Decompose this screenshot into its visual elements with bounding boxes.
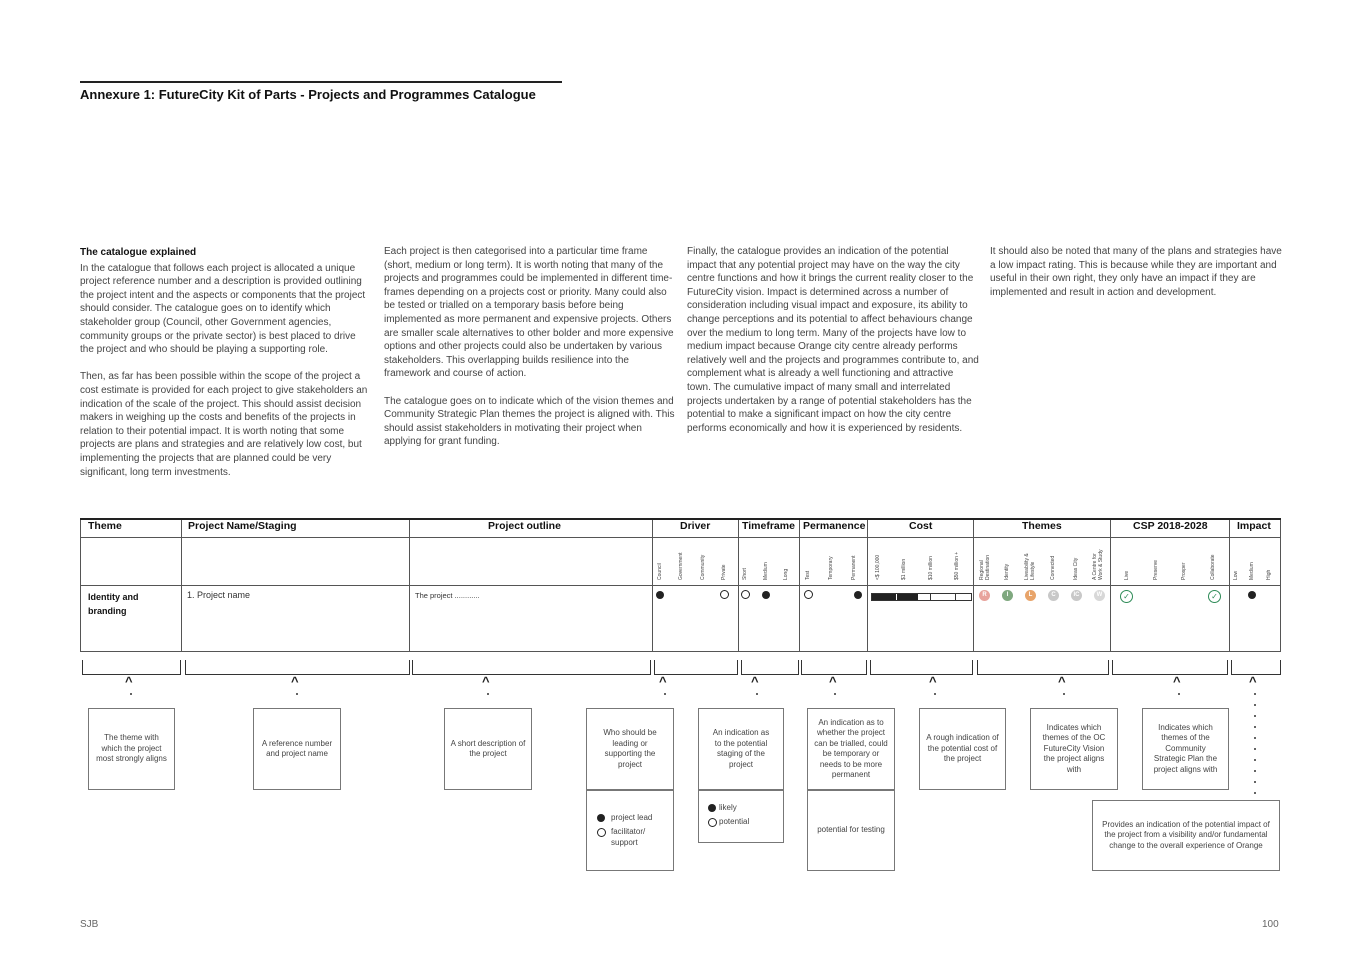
- table-col-line: [973, 520, 974, 652]
- legend-label: potential for testing: [817, 825, 885, 835]
- annotation-text: The theme with which the project most strongly aligns: [96, 733, 167, 764]
- sub-driver: Community: [700, 554, 706, 580]
- connector-dot: [1063, 693, 1065, 695]
- sub-cost: $50 million +: [954, 551, 960, 580]
- sub-timeframe: Medium: [763, 562, 769, 580]
- sub-themes: Identity: [1004, 563, 1010, 580]
- header-cost: Cost: [909, 520, 933, 532]
- table-divider: [80, 537, 1281, 538]
- connector-dot: [1178, 693, 1180, 695]
- permanence-dot: [854, 591, 862, 599]
- legend-row: [708, 803, 783, 817]
- caret-up-icon: ^: [751, 674, 759, 689]
- caret-up-icon: ^: [482, 674, 490, 689]
- sub-themes: Ideas City: [1073, 557, 1079, 580]
- intro-paragraph: It should also be noted that many of the plans and strategies have a low impact rating. This is because while they are important and useful in their own right, they only have an impact if they are implemented and result in action and development.: [990, 246, 1282, 298]
- theme-work-circle: W: [1094, 590, 1105, 601]
- connector-dot: [1254, 715, 1256, 717]
- connector-dot: [834, 693, 836, 695]
- table-col-line: [1110, 520, 1111, 652]
- cost-bar: [871, 593, 972, 601]
- annotation-themes: [1030, 708, 1118, 790]
- legend-row: [597, 827, 673, 851]
- bracket-impact: [1231, 660, 1281, 675]
- table-col-line: [867, 520, 868, 652]
- sub-impact: High: [1266, 569, 1272, 580]
- sub-permanence: Test: [805, 570, 811, 580]
- cost-bar-tick: [955, 594, 956, 600]
- header-theme: Theme: [88, 520, 122, 532]
- page-number: 100: [1262, 919, 1279, 930]
- theme-connected-circle: C: [1048, 590, 1059, 601]
- header-impact: Impact: [1237, 520, 1271, 532]
- annotation-text: An indication as to the potential staging of the project: [712, 728, 770, 769]
- annotation-outline: [444, 708, 532, 790]
- row-theme: Identity and branding: [88, 592, 139, 616]
- intro-paragraph: Then, as far has been possible within the scope of the project a cost estimate is provided for each project to give stakeholders an indication of the scale of the project. This should assist decision makers in weighing up the costs and benefits of the projects in relation to their potential impact. It is worth noting that some projects are plans and strategies and are relatively low cost, but implementing the projects that are planned could be very significant, long term investments.: [80, 371, 368, 478]
- timeframe-potential-ring: [741, 590, 750, 599]
- sub-permanence: Temporary: [828, 556, 834, 580]
- annotation-text: Who should be leading or supporting the project: [603, 728, 657, 769]
- connector-dot: [1254, 781, 1256, 783]
- sub-timeframe: Long: [783, 568, 789, 580]
- header-outline: Project outline: [488, 520, 561, 532]
- table-col-line: [652, 520, 653, 652]
- theme-identity-circle: I: [1002, 590, 1013, 601]
- header-csp: CSP 2018-2028: [1133, 520, 1208, 532]
- annotation-text: Indicates which themes of the OC FutureCity Vision the project aligns with: [1042, 722, 1106, 774]
- annotation-text: A short description of the project: [450, 738, 526, 758]
- annotation-text: A rough indication of the potential cost of the project: [926, 733, 999, 764]
- legend-row: [708, 817, 783, 831]
- bracket-outline: [412, 660, 651, 675]
- driver-legend: [586, 790, 674, 871]
- legend-label: project lead: [611, 813, 653, 822]
- impact-medium-dot: [1248, 591, 1256, 599]
- bracket-permanence: [801, 660, 867, 675]
- sub-driver: Government: [678, 552, 684, 580]
- annotation-csp: [1142, 708, 1229, 790]
- timeframe-likely-dot: [762, 591, 770, 599]
- caret-up-icon: ^: [659, 674, 667, 689]
- annotation-text: An indication as to whether the project can be trialled, could be temporary or needs to be more permanent: [814, 717, 888, 779]
- driver-support-ring: [720, 590, 729, 599]
- sub-impact: Medium: [1249, 562, 1255, 580]
- sub-cost: <$ 100,000: [875, 554, 881, 580]
- theme-regional-circle: R: [979, 590, 990, 601]
- caret-up-icon: ^: [929, 674, 937, 689]
- intro-column-3: [687, 245, 979, 449]
- sub-csp: Collaborate: [1210, 554, 1216, 580]
- cost-bar-fill: [872, 594, 918, 600]
- header-timeframe: Timeframe: [742, 520, 795, 532]
- legend-support-ring: [597, 828, 606, 837]
- table-col-line: [738, 520, 739, 652]
- legend-likely-dot: [708, 804, 716, 812]
- legend-row: [597, 813, 673, 825]
- intro-column-4: [990, 245, 1282, 313]
- sub-themes: A Centre for Work & Study: [1092, 549, 1104, 580]
- connector-dot: [1254, 770, 1256, 772]
- footer-left: SJB: [80, 919, 99, 930]
- legend-lead-dot: [597, 814, 605, 822]
- connector-dot: [756, 693, 758, 695]
- bracket-timeframe: [741, 660, 799, 675]
- annotation-text: Provides an indication of the potential impact of the project from a visibility and/or fundamental change to the overall experience of Orange: [1102, 819, 1270, 850]
- sub-impact: Low: [1233, 570, 1239, 580]
- caret-up-icon: ^: [1058, 674, 1066, 689]
- connector-dot: [1254, 748, 1256, 750]
- connector-dot: [1254, 693, 1256, 695]
- sub-csp: Prosper: [1181, 562, 1187, 580]
- caret-up-icon: ^: [125, 674, 133, 689]
- caret-up-icon: ^: [291, 674, 299, 689]
- sub-driver: Private: [721, 564, 727, 580]
- connector-dot: [1254, 792, 1256, 794]
- annotation-project: [253, 708, 341, 790]
- annotation-impact: [1092, 800, 1280, 871]
- intro-paragraph: Each project is then categorised into a particular time frame (short, medium or long term). It is worth noting that many of the projects and programmes could be implemented in different time-frames depending on a projects cost or priority. Many could also be tested or trialled on a temporary basis before being implemented as more permanent and expensive projects. Others are smaller scale alternatives to other bolder and more expensive options and other projects could also be undertaken by various stakeholders. This overlapping builds resilience into the framework and course of action.: [384, 246, 674, 380]
- table-divider: [80, 651, 1281, 652]
- row-project: 1. Project name: [187, 590, 251, 600]
- bracket-driver: [654, 660, 738, 675]
- legend-label: facilitator/ support: [611, 827, 646, 847]
- timeframe-legend: [698, 790, 784, 843]
- legend-potential-ring: [708, 818, 717, 827]
- connector-dot: [130, 693, 132, 695]
- bracket-project: [185, 660, 410, 675]
- table-col-line: [1229, 520, 1230, 652]
- caret-up-icon: ^: [829, 674, 837, 689]
- cost-bar-tick: [896, 594, 897, 600]
- annotation-theme: [88, 708, 175, 790]
- row-outline: The project ............: [415, 591, 480, 600]
- header-driver: Driver: [680, 520, 711, 532]
- table-divider: [80, 585, 1281, 586]
- sub-driver: Council: [657, 563, 663, 580]
- connector-dot: [1254, 726, 1256, 728]
- sub-cost: $10 million: [928, 556, 934, 580]
- sub-themes: Liveability & Lifestyle: [1024, 553, 1036, 580]
- sub-timeframe: Short: [742, 568, 748, 580]
- permanence-test-ring: [804, 590, 813, 599]
- bracket-csp: [1112, 660, 1228, 675]
- theme-ideas-circle: IC: [1071, 590, 1082, 601]
- connector-dot: [296, 693, 298, 695]
- legend-label: likely: [719, 803, 737, 812]
- intro-paragraph: Finally, the catalogue provides an indication of the potential impact that any potential project may have on the way the city centre functions and how it brings the current reality closer to the FutureCity vision. Impact is determined across a number of consideration including visual impact and exposure, its ability to change perceptions and its potential to affect behaviours change over the medium to long term. Many of the projects have low to medium impact because Orange city centre already performs relatively well and the projects and programmes contribute to, and complement what is already a well functioning and attractive town. The cumulative impact of many small and interrelated projects undertaken by a range of potential stakeholders has the potential to make a significant impact on how the city centre performs economically and how it is experienced by residents.: [687, 246, 979, 434]
- sub-csp: Preserve: [1153, 559, 1159, 580]
- csp-live-check-icon: ✓: [1120, 590, 1133, 603]
- bracket-cost: [870, 660, 973, 675]
- connector-dot: [1254, 737, 1256, 739]
- table-col-line: [409, 520, 410, 652]
- sub-cost: $1 million: [901, 558, 907, 580]
- intro-paragraph: The catalogue goes on to indicate which of the vision themes and Community Strategic Plan themes the project is aligned with. This should assist stakeholders in motivating their project when applying for grant funding.: [384, 395, 675, 448]
- sub-themes: Regional Destination: [979, 554, 991, 580]
- legend-label: potential: [719, 817, 750, 826]
- table-col-line: [181, 520, 182, 652]
- page-title: Annexure 1: FutureCity Kit of Parts - Projects and Programmes Catalogue: [80, 87, 536, 102]
- intro-paragraph: In the catalogue that follows each project is allocated a unique project reference number and a description is provided outlining the project intent and the aspects or components that the project should consider. The catalogue goes on to identify which stakeholder group (Council, other Government agencies, community groups or the private sector) is best placed to drive the project and who should be playing a supporting role.: [80, 262, 366, 356]
- annotation-permanence: [807, 708, 895, 790]
- caret-up-icon: ^: [1173, 674, 1181, 689]
- header-permanence: Permanence: [803, 520, 866, 532]
- intro-heading: The catalogue explained: [80, 247, 197, 258]
- intro-column-2: [384, 245, 676, 463]
- sub-csp: Live: [1124, 570, 1130, 580]
- cost-bar-tick: [930, 594, 931, 600]
- header-themes: Themes: [1022, 520, 1062, 532]
- table-col-line: [80, 520, 81, 652]
- header-project: Project Name/Staging: [188, 520, 297, 532]
- theme-liveability-circle: L: [1025, 590, 1036, 601]
- connector-dot: [1254, 704, 1256, 706]
- annotation-cost: [919, 708, 1006, 790]
- annotation-timeframe: [698, 708, 784, 790]
- connector-dot: [487, 693, 489, 695]
- caret-up-icon: ^: [1249, 674, 1257, 689]
- annotation-text: Indicates which themes of the Community Strategic Plan the project aligns with: [1153, 722, 1218, 774]
- title-rule: [80, 81, 562, 83]
- connector-dot: [1254, 759, 1256, 761]
- table-col-line: [1280, 520, 1281, 652]
- annotation-driver: [586, 708, 674, 790]
- csp-collaborate-check-icon: ✓: [1208, 590, 1221, 603]
- connector-dot: [934, 693, 936, 695]
- bracket-themes: [977, 660, 1109, 675]
- bracket-theme: [82, 660, 181, 675]
- table-col-line: [799, 520, 800, 652]
- permanence-legend: [807, 790, 895, 871]
- sub-themes: Connected: [1050, 555, 1056, 580]
- intro-column-1: [80, 246, 372, 493]
- annotation-text: A reference number and project name: [261, 738, 333, 758]
- connector-dot: [664, 693, 666, 695]
- driver-lead-dot: [656, 591, 664, 599]
- sub-permanence: Permanent: [851, 555, 857, 580]
